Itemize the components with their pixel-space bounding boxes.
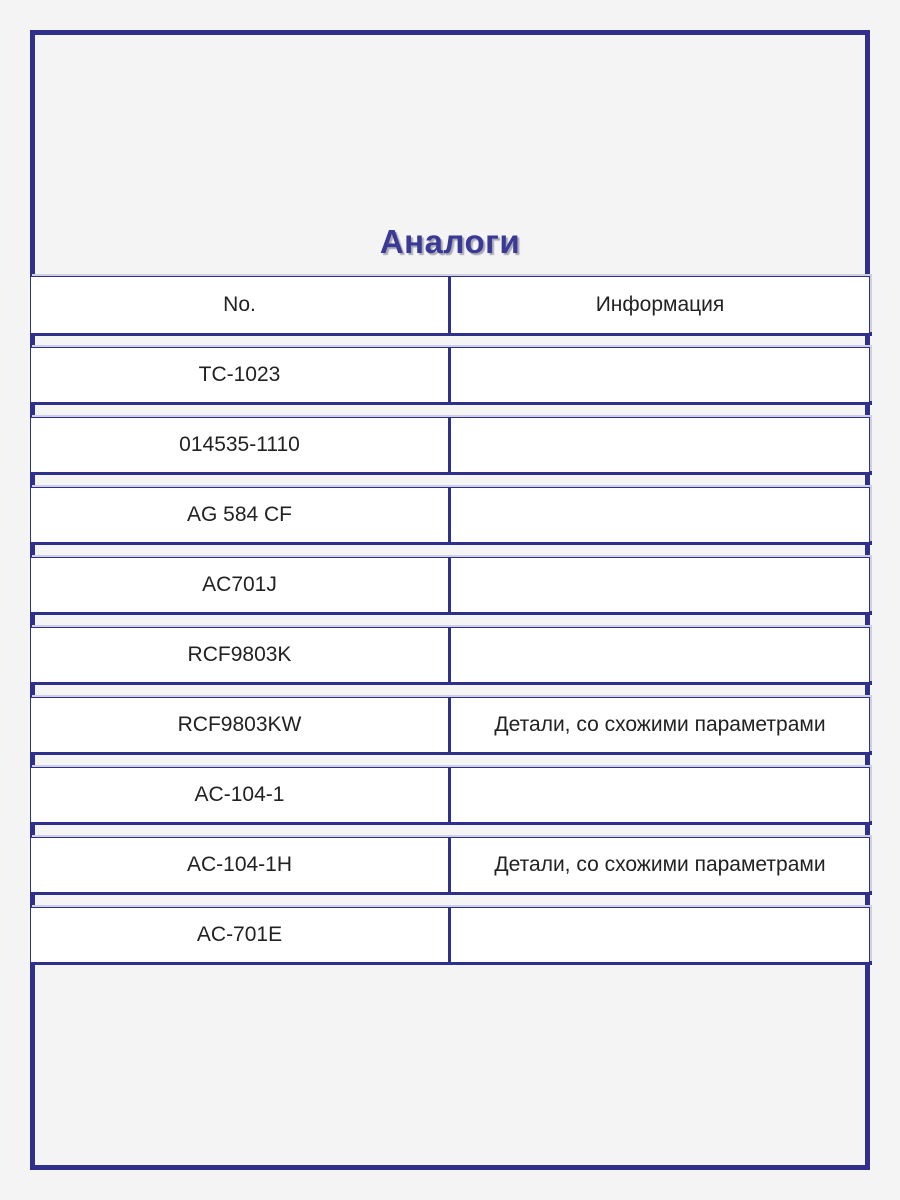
table-row xyxy=(30,697,870,755)
table-row xyxy=(30,417,870,475)
table-row xyxy=(30,907,870,965)
page-title: Аналоги xyxy=(379,223,521,260)
column-header-no: No. xyxy=(30,276,450,334)
table-row xyxy=(30,837,870,895)
row-info xyxy=(450,487,870,543)
table-row xyxy=(30,557,870,615)
row-part-number: TC-1023 xyxy=(30,347,450,403)
table-row xyxy=(30,487,870,545)
table-row xyxy=(30,347,870,405)
row-part-number: AG 584 CF xyxy=(30,487,450,543)
row-part-number: AC-104-1H xyxy=(30,837,450,893)
table-row xyxy=(30,627,870,685)
row-part-number: 014535-1110 xyxy=(30,417,450,473)
row-part-number: AC701J xyxy=(30,557,450,613)
row-part-number: AC-104-1 xyxy=(30,767,450,823)
row-info: Детали, со схожими параметрами xyxy=(450,697,870,753)
row-info xyxy=(450,557,870,613)
row-info xyxy=(450,347,870,403)
row-info xyxy=(450,417,870,473)
row-part-number: RCF9803KW xyxy=(30,697,450,753)
row-info xyxy=(450,627,870,683)
table-header-row xyxy=(30,276,870,334)
row-info xyxy=(450,767,870,823)
row-part-number: AC-701E xyxy=(30,907,450,963)
column-header-info: Информация xyxy=(450,276,870,334)
row-part-number: RCF9803K xyxy=(30,627,450,683)
row-info: Детали, со схожими параметрами xyxy=(450,837,870,893)
table-row xyxy=(30,767,870,825)
row-info xyxy=(450,907,870,963)
